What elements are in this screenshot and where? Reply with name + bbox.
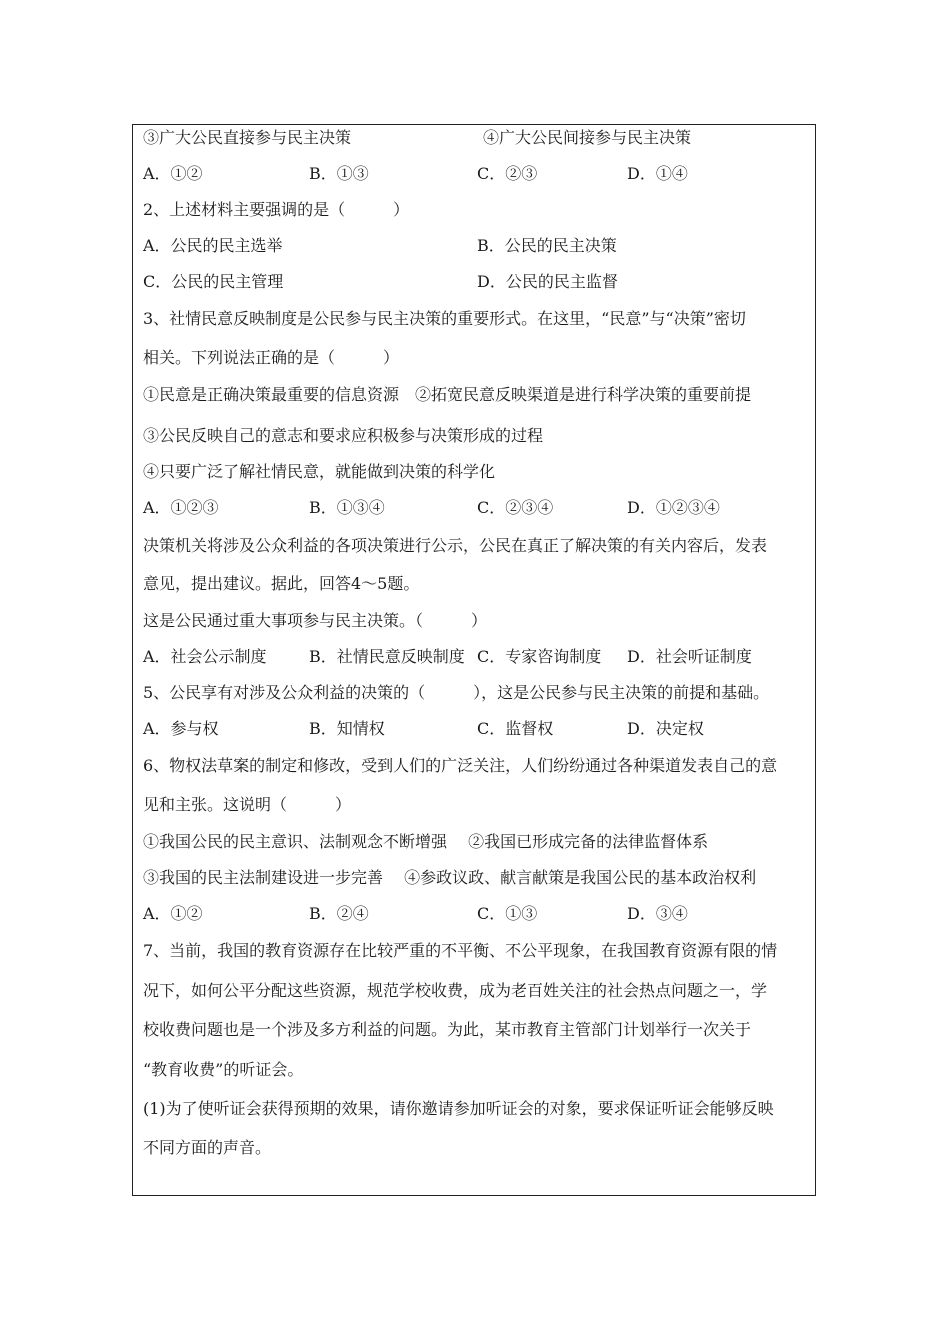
q3-choice-c: C．②③④ (477, 498, 554, 517)
q3-choice-b: B．①③④ (309, 498, 385, 517)
q1-choice-d: D．①④ (627, 164, 688, 183)
q6-stem-line-2: 见和主张。这说明（ ） (143, 795, 352, 814)
q6-options-1-2: ①我国公民的民主意识、法制观念不断增强 ②我国已形成完备的法律监督体系 (143, 832, 709, 851)
q7-line-1: 7、当前，我国的教育资源存在比较严重的不平衡、不公平现象，在我国教育资源有限的情 (143, 941, 778, 960)
q4-choice-b: B．社情民意反映制度 (309, 647, 465, 666)
q2-choice-a: A．公民的民主选举 (143, 236, 283, 255)
q1-option-4: ④广大公民间接参与民主决策 (483, 128, 692, 147)
material-line-2: 意见，提出建议。据此，回答4～5题。 (143, 574, 420, 593)
q2-choice-c: C．公民的民主管理 (143, 272, 284, 291)
q3-stem-line-2: 相关。下列说法正确的是（ ） (143, 348, 400, 367)
q1-choice-a: A．①② (143, 164, 203, 183)
q7-line-3: 校收费问题也是一个涉及多方利益的问题。为此，某市教育主管部门计划举行一次关于 (143, 1020, 752, 1039)
q7-sub-question-1-line-1: (1)为了使听证会获得预期的效果，请你邀请参加听证会的对象，要求保证听证会能够反映 (143, 1099, 774, 1118)
q4-choice-a: A．社会公示制度 (143, 647, 267, 666)
q4-choice-c: C．专家咨询制度 (477, 647, 602, 666)
q3-choice-d: D．①②③④ (627, 498, 720, 517)
q4-choice-d: D．社会听证制度 (627, 647, 752, 666)
q3-stem-line-1: 3、社情民意反映制度是公民参与民主决策的重要形式。在这里，“民意”与“决策”密切 (143, 309, 746, 328)
q3-option-3: ③公民反映自己的意志和要求应积极参与决策形成的过程 (143, 426, 544, 445)
q6-choice-b: B．②④ (309, 904, 369, 923)
q2-choice-d: D．公民的民主监督 (477, 272, 618, 291)
q6-options-3-4: ③我国的民主法制建设进一步完善 ④参政议政、献言献策是我国公民的基本政治权利 (143, 868, 757, 887)
q6-choice-a: A．①② (143, 904, 203, 923)
q3-options-1-2: ①民意是正确决策最重要的信息资源 ②拓宽民意反映渠道是进行科学决策的重要前提 (143, 385, 752, 404)
q3-choice-a: A．①②③ (143, 498, 219, 517)
q1-option-3: ③广大公民直接参与民主决策 (143, 128, 352, 147)
q1-choice-c: C．②③ (477, 164, 538, 183)
q6-stem-line-1: 6、物权法草案的制定和修改，受到人们的广泛关注，人们纷纷通过各种渠道发表自己的意 (143, 756, 778, 775)
q3-option-4: ④只要广泛了解社情民意，就能做到决策的科学化 (143, 462, 496, 481)
q7-sub-question-1-line-2: 不同方面的声音。 (143, 1138, 272, 1157)
q5-choice-b: B．知情权 (309, 719, 385, 738)
q7-line-4: “教育收费”的听证会。 (143, 1060, 304, 1079)
q2-stem: 2、上述材料主要强调的是（ ） (143, 200, 410, 219)
q6-choice-d: D．③④ (627, 904, 688, 923)
material-line-1: 决策机关将涉及公众利益的各项决策进行公示，公民在真正了解决策的有关内容后，发表 (143, 536, 768, 555)
q7-line-2: 况下，如何公平分配这些资源，规范学校收费，成为老百姓关注的社会热点问题之一，学 (143, 981, 768, 1000)
q5-stem: 5、公民享有对涉及公众利益的决策的（ ），这是公民参与民主决策的前提和基础。 (143, 683, 770, 702)
q5-choice-c: C．监督权 (477, 719, 554, 738)
q2-choice-b: B．公民的民主决策 (477, 236, 617, 255)
q6-choice-c: C．①③ (477, 904, 538, 923)
q1-choice-b: B．①③ (309, 164, 369, 183)
q5-choice-a: A．参与权 (143, 719, 219, 738)
q5-choice-d: D．决定权 (627, 719, 704, 738)
q4-stem: 这是公民通过重大事项参与民主决策。（ ） (143, 611, 488, 630)
